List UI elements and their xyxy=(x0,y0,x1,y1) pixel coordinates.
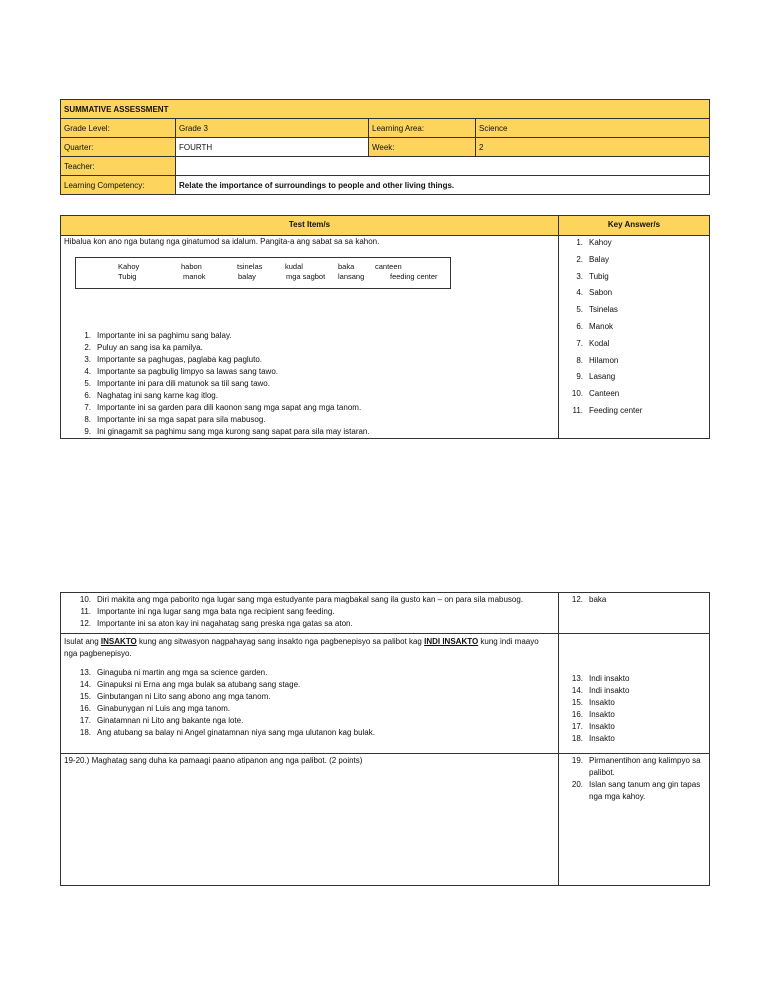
answer-item: 4. Sabon xyxy=(576,288,613,298)
word-box-word: canteen xyxy=(375,262,402,271)
list-item: 5. Importante ini para dili matunok sa tiil sang tawo. xyxy=(84,379,270,388)
list-item: 16. Ginabunygan ni Luis ang mga tanom. xyxy=(79,704,230,713)
answer-item: 18. Insakto xyxy=(571,734,615,743)
answer-item: 8. Hilamon xyxy=(576,355,619,365)
answer-item-continued: palibot. xyxy=(589,768,615,777)
word-box-word: feeding center xyxy=(390,272,438,281)
section1-items xyxy=(61,330,370,438)
list-item: 13. Ginaguba ni martin ang mga sa science garden. xyxy=(79,668,268,677)
week-value: 2 xyxy=(476,138,710,157)
word-box-word: baka xyxy=(338,262,355,271)
word-box xyxy=(75,257,451,289)
list-item: 12. Importante ini sa aton kay ini nagahatag sang preska nga gatas sa aton. xyxy=(79,619,353,628)
list-item: 8. Importante ini sa mga sapat para sila mabusog. xyxy=(84,415,266,424)
answer-item: 14. Indi insakto xyxy=(571,686,630,695)
learning-area-label: Learning Area: xyxy=(369,119,476,138)
list-item: 3. Importante sa paghugas, paglaba kag pagluto. xyxy=(84,355,263,364)
answer-item: 13. Indi insakto xyxy=(571,674,630,683)
word-box-word: Tubig xyxy=(118,272,137,281)
answer-item: 15. Insakto xyxy=(571,698,615,707)
competency-value: Relate the importance of surroundings to people and other living things. xyxy=(176,176,710,195)
list-item: 15. Ginbutangan ni Lito sang abono ang mga tanom. xyxy=(79,692,271,701)
answer-item: 19. Pirmanentihon ang kalimpyo sa xyxy=(571,756,701,765)
answer-item: 5. Tsinelas xyxy=(576,305,618,315)
word-box-word: Kahoy xyxy=(118,262,140,271)
list-item: 7. Importante ini sa garden para dili kaonon sang mga sapat ang mga tanom. xyxy=(84,403,362,412)
word-box-word: tsinelas xyxy=(237,262,263,271)
word-box-word: manok xyxy=(183,272,206,281)
section4-instruction: 19-20.) Maghatag sang duha ka pamaagi paano atipanon ang nga palibot. (2 points) xyxy=(64,756,363,765)
test-items-header: Test Item/s xyxy=(61,216,559,236)
grade-level-label: Grade Level: xyxy=(61,119,176,138)
test-items-table-1 xyxy=(60,215,710,439)
list-item: 4. Importante sa pagbulig limpyo sa lawas sang tawo. xyxy=(84,367,278,376)
answer-item: 3. Tubig xyxy=(576,271,609,281)
list-item: 14. Ginapuksi ni Erna ang mga bulak sa atubang sang stage. xyxy=(79,680,301,689)
list-item: 9. Ini ginagamit sa paghimu sang mga kurong sang sapat para sila may istaran. xyxy=(84,427,370,436)
section1-instruction: Hibalua kon ano nga butang nga ginatumod sa idalum. Pangita-a ang sabat sa sa kahon. xyxy=(64,237,380,246)
answer-item: 17. Insakto xyxy=(571,722,615,731)
answer-item: 16. Insakto xyxy=(571,710,615,719)
word-box-word: mga sagbot xyxy=(286,272,326,281)
teacher-label: Teacher: xyxy=(61,157,176,176)
list-item: 2. Puluy an sang isa ka pamilya. xyxy=(84,343,203,352)
answer-item: 11. Feeding center xyxy=(572,405,643,415)
section4-answers xyxy=(559,755,709,803)
answer-item: 6. Manok xyxy=(576,321,614,331)
list-item: 17. Ginatamnan ni Lito ang bakante nga lote. xyxy=(79,716,244,725)
quarter-value: FOURTH xyxy=(176,138,369,157)
learning-area-value: Science xyxy=(476,119,710,138)
answer-item: 10. Canteen xyxy=(571,389,620,399)
assessment-info-table xyxy=(60,99,710,195)
word-box-word: kudal xyxy=(285,262,303,271)
answer-item: 9. Lasang xyxy=(576,372,616,382)
list-item: 6. Naghatag ini sang karne kag itlog. xyxy=(84,391,218,400)
list-item: 10. Diri makita ang mga paborito nga lugar sang mga estudyante para magbakal sang ila gusto kan – on para sila mabusog. xyxy=(79,595,524,604)
section2-answer: 12. baka xyxy=(571,595,607,604)
list-item: 18. Ang atubang sa balay ni Angel ginatamnan niya sang mga ulutanon kag bulak. xyxy=(79,728,375,737)
answer-item: 2. Balay xyxy=(576,254,610,264)
list-item: 11. Importante ini nga lugar sang mga bata nga recipient sang feeding. xyxy=(80,607,335,616)
grade-level-value: Grade 3 xyxy=(176,119,369,138)
teacher-value xyxy=(176,157,710,176)
word-box-word: habon xyxy=(181,262,202,271)
assessment-title: SUMMATIVE ASSESSMENT xyxy=(61,100,710,119)
section3-answers xyxy=(559,673,629,745)
word-box-word: lansang xyxy=(338,272,365,281)
answer-item: 1. Kahoy xyxy=(576,238,612,247)
week-label: Week: xyxy=(369,138,476,157)
key-answers-header: Key Answer/s xyxy=(559,216,709,236)
section3-items xyxy=(61,667,375,739)
quarter-label: Quarter: xyxy=(61,138,176,157)
test-items-table-2 xyxy=(60,592,710,886)
section3-instruction: Isulat ang INSAKTO kung ang sitwasyon nagpahayag sang insakto nga pagbenepisyo sa palibot kag INDI INSAKTO kung indi maayo nga pagbenepisyo. xyxy=(64,637,539,658)
word-box-word: balay xyxy=(238,272,256,281)
answer-item-continued: nga mga kahoy. xyxy=(589,792,646,801)
answer-item: 20. Islan sang tanum ang gin tapas xyxy=(571,780,701,789)
answer-item: 7. Kodal xyxy=(576,338,610,348)
list-item: 1. Importante ini sa paghimu sang balay. xyxy=(84,331,232,340)
section1-answers xyxy=(559,235,642,420)
competency-label: Learning Competency: xyxy=(61,176,176,195)
section2-items xyxy=(61,594,523,630)
